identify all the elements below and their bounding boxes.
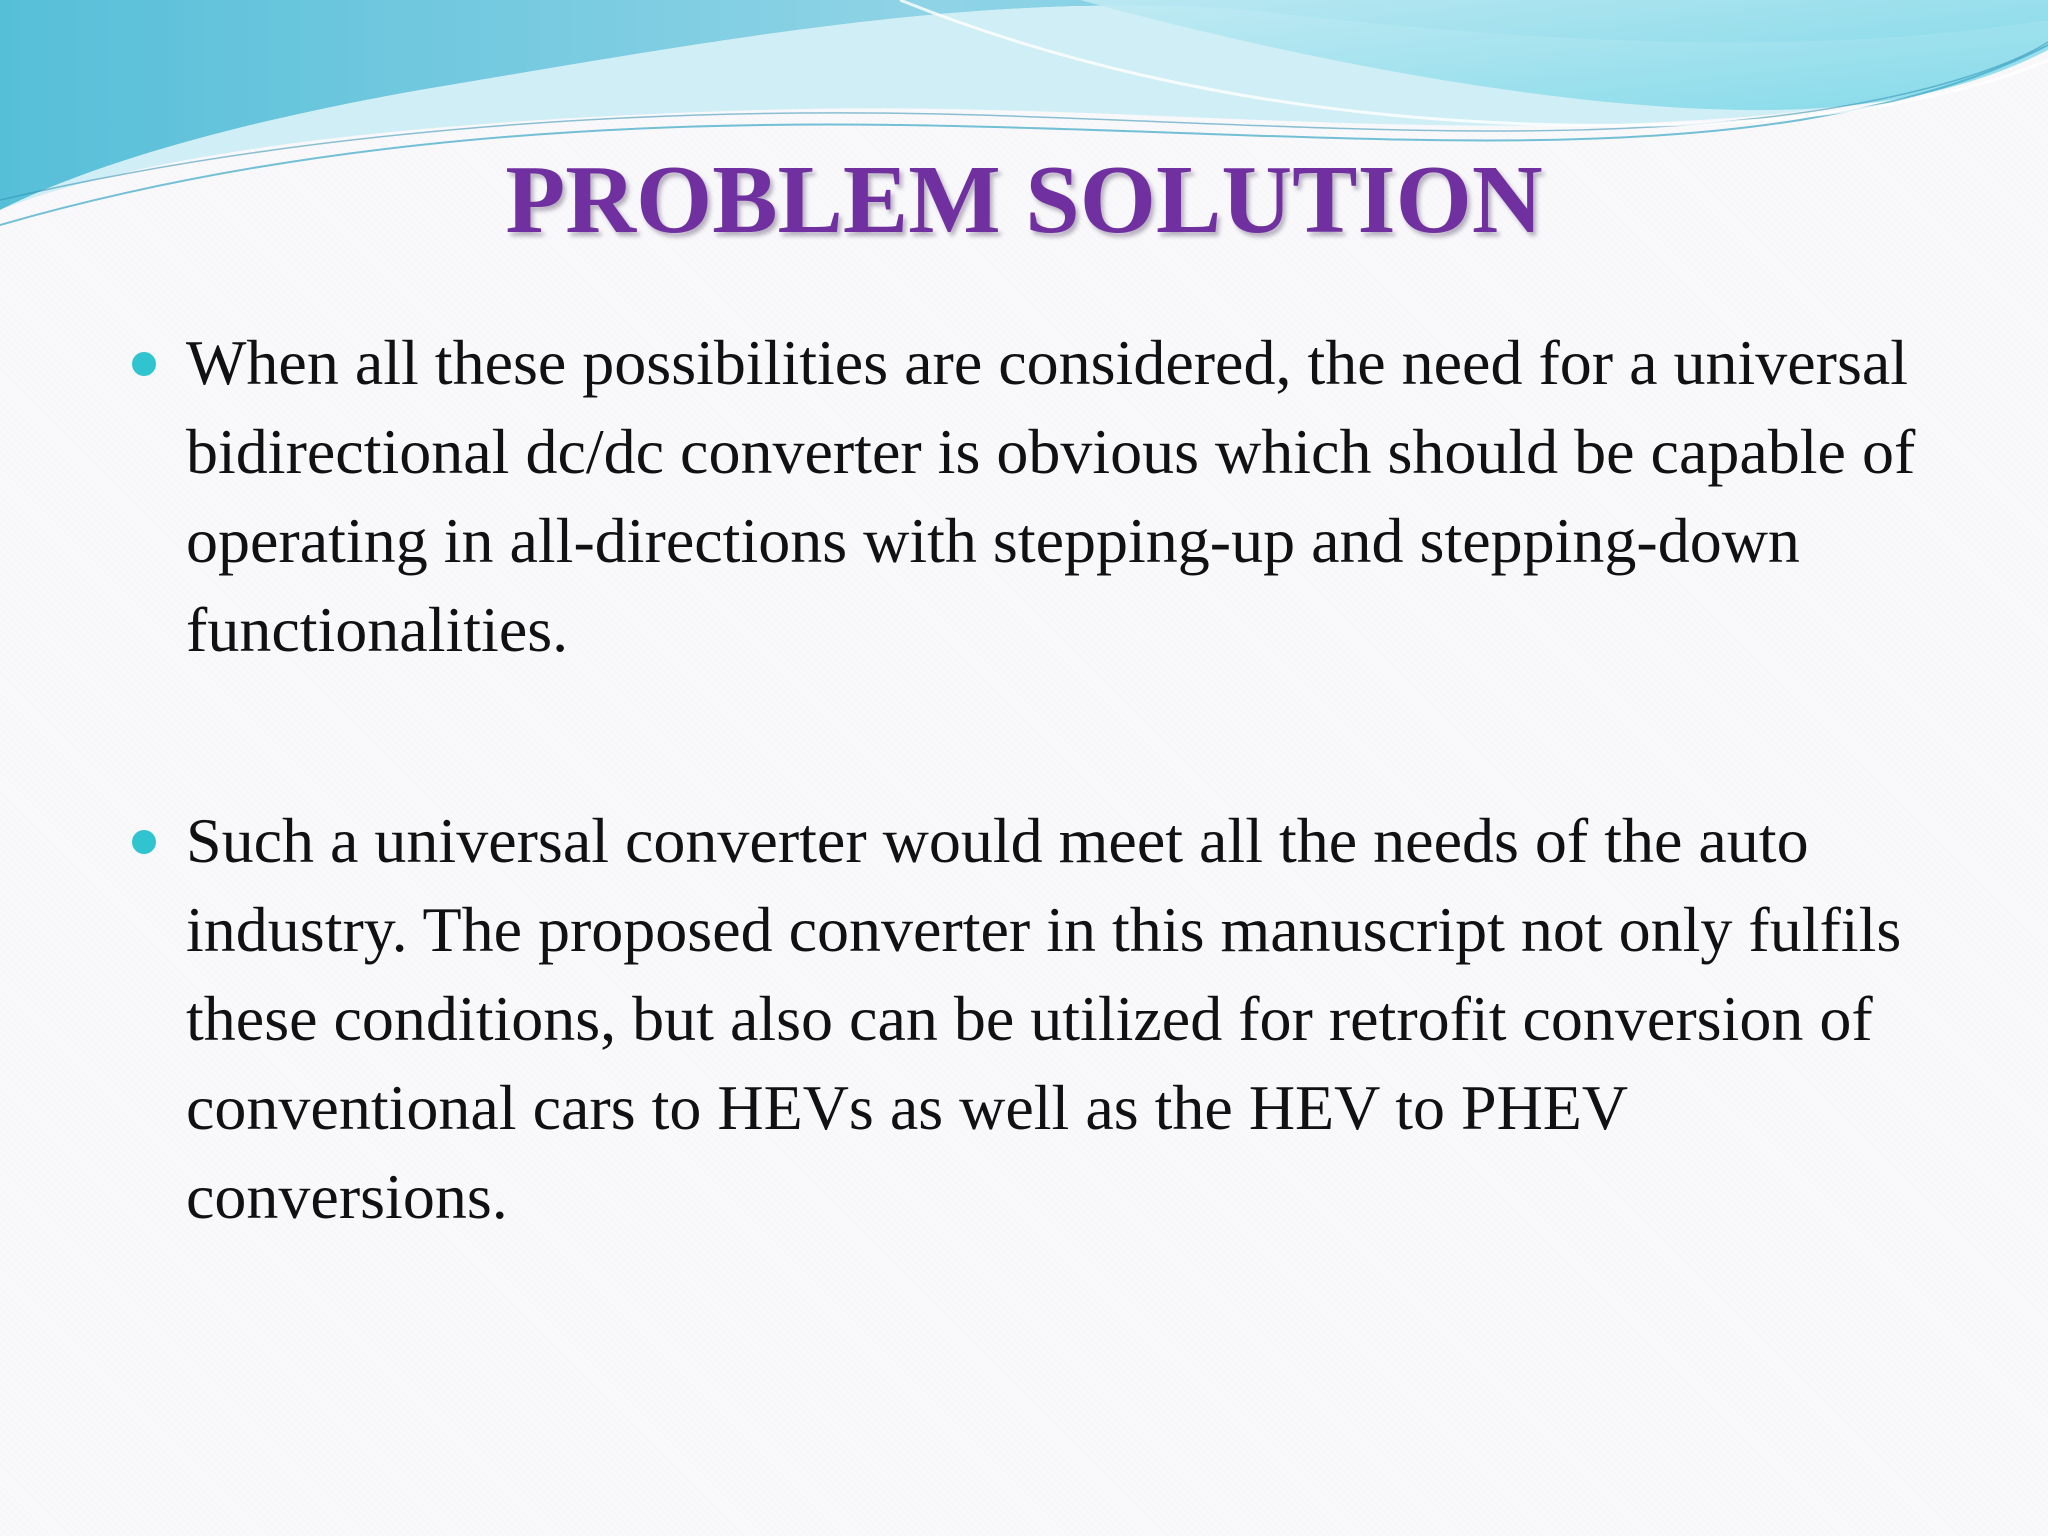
bullet-dot-icon	[132, 352, 156, 376]
bullet-list	[132, 318, 1952, 1363]
slide-title: PROBLEM SOLUTION	[505, 146, 1543, 254]
bullet-text: Such a universal converter would meet all the needs of the auto industry. The proposed converter in this manuscript not only fulfils these conditions, but also can be utilized for retrofit conversion of conventional cars to HEVs as well as the HEV to PHEV conversions.	[186, 805, 1902, 1232]
list-item	[132, 796, 1952, 1241]
bullet-text: When all these possibilities are considered, the need for a universal bidirectional dc/dc converter is obvious which should be capable of operating in all-directions with stepping-up and stepping-down functionalities.	[186, 327, 1916, 665]
list-item	[132, 318, 1952, 674]
bullet-dot-icon	[132, 830, 156, 854]
